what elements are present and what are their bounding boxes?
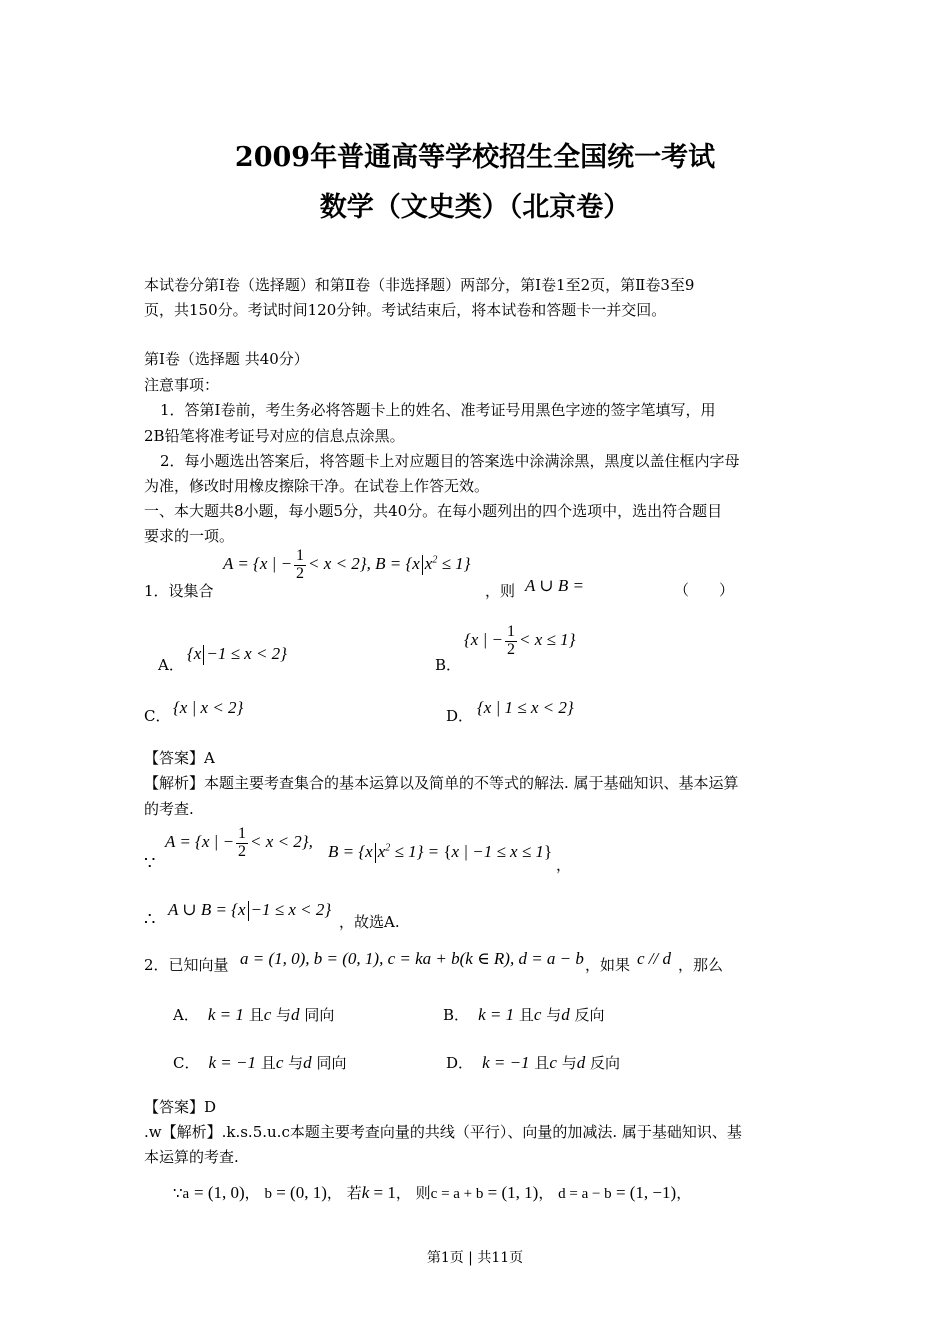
q2-answer: 【答案】D [144, 1098, 217, 1116]
note1-line2: 2B铅笔将准考证号对应的信息点涂黑。 [144, 427, 405, 445]
q1-option-c-label: C． [144, 707, 171, 725]
q2-analysis-line2: 本运算的考查. [144, 1148, 239, 1166]
q1-analysis-formula-b: B = {x $x^2 \le 1\} = \{x$ | −1 ≤ x ≤ 1} [328, 842, 552, 863]
q2-analysis-line1: .w【解析】.k.s.5.u.c本题主要考查向量的共线（平行）、向量的加减法. 属于基础知识、基 [144, 1123, 742, 1141]
q2-lead: 2．已知向量 [144, 956, 229, 974]
q1-answer: 【答案】A [144, 749, 215, 767]
part1-heading: 第I卷（选择题 共40分） [144, 350, 309, 368]
intro-line-2: 页，共150分。考试时间120分钟。考试结束后，将本试卷和答题卡一并交回。 [144, 301, 667, 319]
q2-parallel-formula: c // d [637, 949, 671, 968]
intro-line-1: 本试卷分第I卷（选择题）和第Ⅱ卷（非选择题）两部分，第I卷1至2页，第Ⅱ卷3至9 [144, 276, 695, 294]
q1-choose: ，故选A. [339, 913, 400, 931]
q2-then: ，那么 [678, 956, 724, 974]
note2-line1: 2．每小题选出答案后，将答题卡上对应题目的答案选中涂满涂黑，黑度以盖住框内字母 [160, 452, 740, 470]
section-line2: 要求的一项。 [144, 527, 235, 545]
q2-option-d: D． k = −1 且c 与d 反向 [446, 1053, 620, 1072]
q1-set-formula: A = {x | − $\frac{1}{2}$ < x < 2}, B = {x $x^2 \le 1$} [223, 547, 471, 582]
section-line1: 一、本大题共8小题，每小题5分，共40分。在每小题列出的四个选项中，选出符合题目 [144, 502, 723, 520]
q1-option-b-formula: {x | − $\frac{1}{2}$ < x ≤ 1} [464, 623, 576, 658]
q1-analysis-line1: 【解析】本题主要考查集合的基本运算以及简单的不等式的解法. 属于基础知识、基本运算 [144, 774, 739, 792]
page-footer: 第1页 | 共11页 [426, 1250, 524, 1266]
q1-analysis-line2: 的考查. [144, 800, 194, 818]
therefore-symbol: ∴ [144, 909, 156, 930]
q1-option-b-label: B． [435, 656, 462, 674]
q1-union-formula: A ∪ B = [525, 576, 584, 595]
q2-option-a: A． k = 1 且c 与d 同向 [173, 1005, 335, 1024]
q1-answer-paren: （ ） [674, 581, 735, 599]
q2-option-b: B． k = 1 且c 与d 反向 [443, 1005, 605, 1024]
q1-option-d-label: D． [446, 707, 474, 725]
notice-label: 注意事项： [144, 376, 220, 394]
note1-line1: 1．答第I卷前，考生务必将答题卡上的姓名、准考证号用黑色字迹的签字笔填写，用 [160, 401, 716, 419]
q1-analysis-formula-a: A = {x | − $\frac{1}{2}$ < x < 2}, [165, 825, 313, 860]
q2-analysis-formula: ∵a = (1, 0)， b = (0, 1)， 若k = 1， 则c = a + b = (1, 1)， d = a − b = (1, −1)， [173, 1183, 692, 1202]
q1-option-c-formula: {x | x < 2} [173, 698, 244, 717]
q1-analysis-comma: ， [556, 856, 572, 874]
q2-option-c: C． k = −1 且c 与d 同向 [173, 1053, 347, 1072]
q1-lead: 1．设集合 [144, 582, 214, 600]
q1-option-a-label: A． [158, 656, 184, 674]
note2-line2: 为准，修改时用橡皮擦除干净。在试卷上作答无效。 [144, 477, 490, 495]
page-title: 2009年普通高等学校招生全国统一考试 [234, 142, 716, 173]
because-symbol: ∵ [144, 853, 156, 874]
q1-option-d-formula: {x | 1 ≤ x < 2} [477, 698, 574, 717]
q1-option-a-formula: {x −1 ≤ x < 2} [187, 644, 287, 665]
q1-then: ，则 [485, 582, 516, 600]
q1-result-formula: A ∪ B = {x −1 ≤ x < 2} [168, 900, 331, 921]
q2-vector-formula: a = (1, 0), b = (0, 1), c = ka + b(k ∈ R), d = a − b [240, 949, 584, 968]
page-subtitle: 数学（文史类）（北京卷） [319, 192, 631, 223]
q2-if: ，如果 [585, 956, 631, 974]
